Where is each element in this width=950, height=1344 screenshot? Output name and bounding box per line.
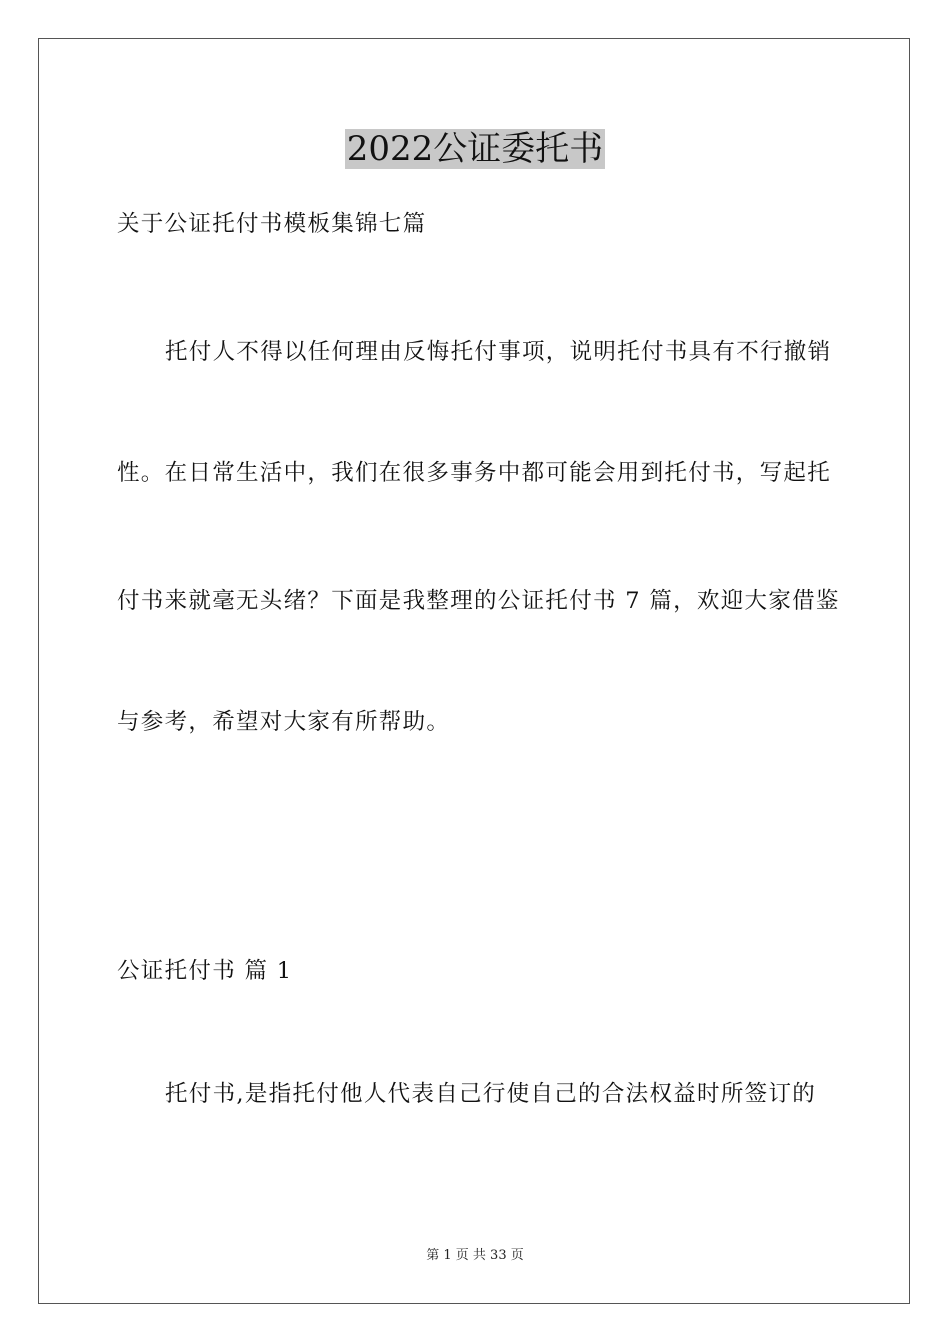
paragraph-line: 托付书,是指托付他人代表自己行使自己的合法权益时所签订的 (165, 1081, 817, 1107)
paragraph-line: 性。在日常生活中，我们在很多事务中都可能会用到托付书，写起托 (117, 460, 832, 486)
paragraph-line: 付书来就毫无头绪？下面是我整理的公证托付书 7 篇，欢迎大家借鉴 (117, 588, 840, 614)
section-heading: 公证托付书 篇 1 (117, 958, 293, 984)
paragraph-line: 托付人不得以任何理由反悔托付事项，说明托付书具有不行撤销 (165, 339, 832, 365)
document-title (0, 127, 950, 171)
document-title-text: 2022公证委托书 (346, 129, 604, 169)
document-subtitle: 关于公证托付书模板集锦七篇 (117, 211, 427, 237)
paragraph-line: 与参考，希望对大家有所帮助。 (117, 709, 451, 735)
page-footer: 第 1 页 共 33 页 (426, 1248, 524, 1263)
